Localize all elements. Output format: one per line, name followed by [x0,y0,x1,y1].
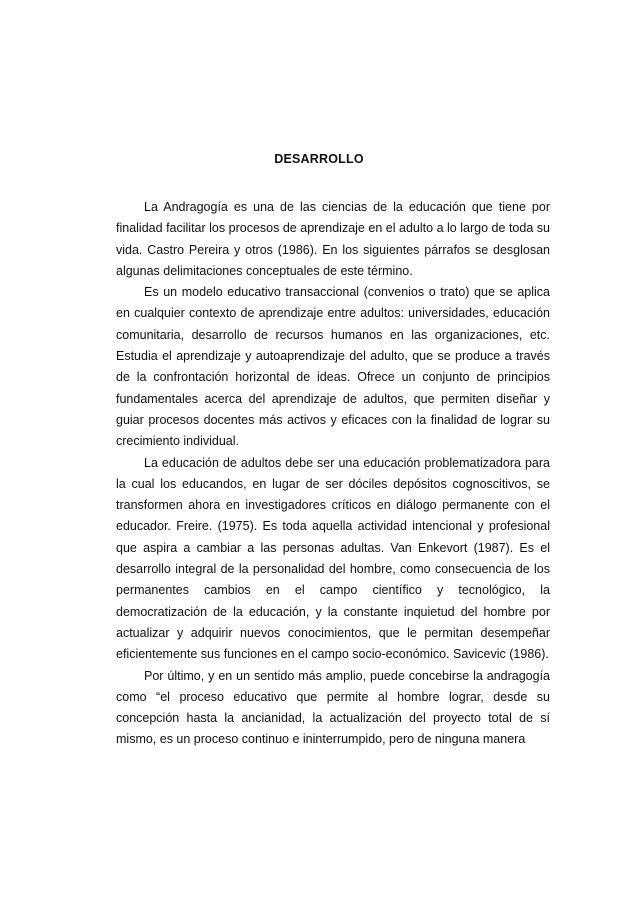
body-text [116,197,550,751]
paragraph-2: Es un modelo educativo transaccional (convenios o trato) que se aplica en cualquier contexto de aprendizaje entre adultos: universidades, educación comunitaria, desarrollo de recursos humanos en las organizaciones, etc. Estudia el aprendizaje y autoaprendizaje del adulto, que se produce a través de la confrontación horizontal de ideas. Ofrece un conjunto de principios fundamentales acerca del aprendizaje de adultos, que permiten diseñar y guiar procesos docentes más activos y eficaces con la finalidad de lograr su crecimiento individual. [116,285,550,449]
paragraph-1: La Andragogía es una de las ciencias de la educación que tiene por finalidad facilitar los procesos de aprendizaje en el adulto a lo largo de toda su vida. Castro Pereira y otros (1986). En los siguientes párrafos se desglosan algunas delimitaciones conceptuales de este término. [116,200,550,278]
section-title: DESARROLLO [274,152,364,166]
paragraph-4: Por último, y en un sentido más amplio, puede concebirse la andragogía como “el proceso educativo que permite al hombre lograr, desde su concepción hasta la ancianidad, la actualización del proyecto total de sí mismo, es un proceso continuo e ininterrumpido, pero de ninguna manera [116,668,550,747]
paragraph-3: La educación de adultos debe ser una educación problematizadora para la cual los educandos, en lugar de ser dóciles depósitos cognoscitivos, se transformen ahora en investigadores críticos en diálogo permanente con el educador. Freire. (1975). Es toda aquella actividad intencional y profesional que aspira a cambiar a las personas adultas. Van Enkevort (1987). Es el desarrollo integral de la personalidad del hombre, como consecuencia de los permanentes cambios en el campo científico y tecnológico, la democratización de la educación, y la constante inquietud del hombre por actualizar y adquirir nuevos conocimientos, que le permitan desempeñar eficientemente sus funciones en el campo socio-económico. Savicevic (1986). [116,455,550,662]
